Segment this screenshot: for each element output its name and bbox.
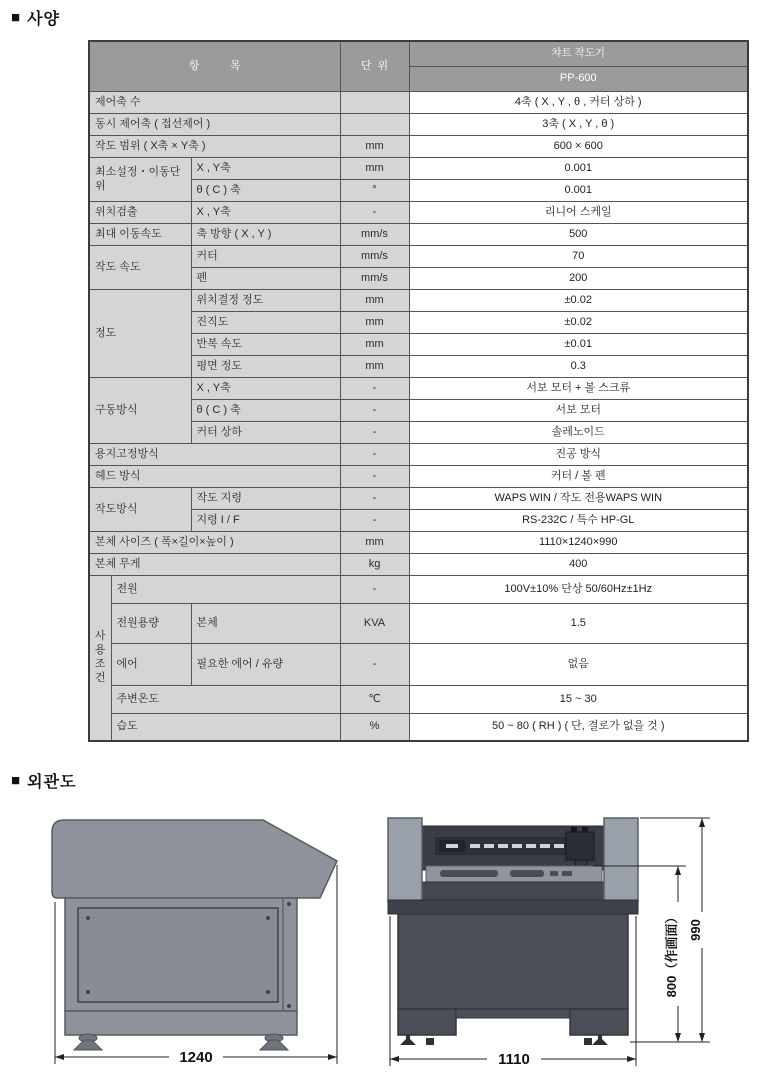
spec-sub-cell: 전원 [111,576,340,604]
spec-unit-cell: mm/s [340,268,409,290]
front-view-surface-height-label: 800（作画面） [664,910,679,998]
spec-item-cell: 용지고정방식 [89,444,340,466]
spec-value-cell: 없음 [409,644,748,686]
spec-sub-cell: X , Y축 [191,378,340,400]
spec-value-cell: 리니어 스케일 [409,202,748,224]
spec-value-cell: 0.001 [409,158,748,180]
front-view-total-height-label: 990 [688,919,703,941]
spec-item-cell: 제어축 수 [89,92,340,114]
spec-value-cell: 70 [409,246,748,268]
front-view-right-pillar [604,818,638,902]
side-view-access-panel [78,908,278,1002]
spec-value-cell: 서보 모터 [409,400,748,422]
front-view-body [398,914,628,1009]
spec-item-cell: 헤드 방식 [89,466,340,488]
spec-unit-cell [340,114,409,136]
spec-item-cell: 최소설정・이동단위 [89,158,191,202]
spec-section-title: 사양 [27,11,60,28]
spec-value-cell: 솔레노이드 [409,422,748,444]
spec-unit-cell: ℃ [340,686,409,714]
spec-value-cell: 4축 ( X , Y , θ , 커터 상하 ) [409,92,748,114]
spec-unit-cell: mm [340,158,409,180]
header-product-type-cell: 챠트 작도기 [409,41,748,67]
spec-sub-cell: 평면 정도 [191,356,340,378]
spec-sub-cell: θ ( C ) 축 [191,180,340,202]
spec-value-cell: ±0.02 [409,290,748,312]
spec-sub-cell: 축 방향 ( X , Y ) [191,224,340,246]
spec-value-cell: 15 ~ 30 [409,686,748,714]
spec-value-cell: 1.5 [409,604,748,644]
spec-unit-cell: - [340,400,409,422]
spec-value-cell: 0.001 [409,180,748,202]
spec-value-cell: 100V±10% 단상 50/60Hz±1Hz [409,576,748,604]
spec-unit-cell: - [340,488,409,510]
spec-sub-cell: X , Y축 [191,202,340,224]
spec-unit-cell: % [340,714,409,741]
spec-unit-cell: mm [340,136,409,158]
spec-item-cell: 동시 제어축 ( 접선제어 ) [89,114,340,136]
spec-sub2-cell: 필요한 에어 / 유량 [191,644,340,686]
spec-sub-cell: 전원용량 [111,604,191,644]
spec-item-cell: 본체 무게 [89,554,340,576]
side-view-feet [74,1034,288,1050]
spec-unit-cell: - [340,644,409,686]
spec-unit-cell: mm [340,334,409,356]
spec-value-cell: 서보 모터 + 볼 스크류 [409,378,748,400]
spec-sub-cell: 에어 [111,644,191,686]
spec-unit-cell: mm [340,312,409,334]
section-marker-icon: ■ [11,9,22,26]
spec-value-cell: 커터 / 볼 펜 [409,466,748,488]
spec-table-body [89,92,748,741]
spec-section-heading [11,6,60,29]
spec-item-cell: 구동방식 [89,378,191,444]
front-view-surface-band [388,900,638,914]
spec-unit-cell: - [340,466,409,488]
spec-sub-cell: 반복 속도 [191,334,340,356]
spec-value-cell: RS-232C / 특수 HP-GL [409,510,748,532]
spec-cond-cell: 사용조건 [89,576,111,741]
spec-value-cell: 1110×1240×990 [409,532,748,554]
spec-unit-cell: mm/s [340,246,409,268]
spec-sub-cell: 펜 [191,268,340,290]
spec-unit-cell: mm/s [340,224,409,246]
side-view-drawing [40,812,350,1076]
spec-sub-cell: 커터 [191,246,340,268]
spec-unit-cell: ° [340,180,409,202]
spec-sub-cell: 커터 상하 [191,422,340,444]
front-view-left-pillar [388,818,422,902]
spec-sub-cell: 진직도 [191,312,340,334]
spec-value-cell: 0.3 [409,356,748,378]
spec-table-header [89,41,748,92]
drawing-section-title: 외관도 [27,774,77,791]
spec-item-cell: 작도 범위 ( X축 × Y축 ) [89,136,340,158]
spec-value-cell: ±0.02 [409,312,748,334]
front-view-feet [400,1035,608,1045]
front-view-foot-blocks [398,1009,628,1035]
spec-value-cell: 50 ~ 80 ( RH ) ( 단, 결로가 없을 것 ) [409,714,748,741]
spec-unit-cell: - [340,510,409,532]
spec-sub-cell: 지령 I / F [191,510,340,532]
spec-value-cell: 3축 ( X , Y , θ ) [409,114,748,136]
spec-unit-cell: - [340,444,409,466]
side-view-width-label: 1240 [179,1049,213,1066]
spec-unit-cell: - [340,202,409,224]
spec-item-cell: 정도 [89,290,191,378]
spec-sub-cell: θ ( C ) 축 [191,400,340,422]
spec-item-cell: 본체 사이즈 ( 폭×길이×높이 ) [89,532,340,554]
spec-value-cell: ±0.01 [409,334,748,356]
spec-table [88,40,749,742]
front-view-lower-band [422,882,604,900]
section-marker-icon: ■ [11,772,22,789]
front-view-total-height-label-group [687,912,704,948]
spec-value-cell: 진공 방식 [409,444,748,466]
front-view-surface-height-label-group [663,902,680,1006]
spec-value-cell: 400 [409,554,748,576]
spec-item-cell: 작도 속도 [89,246,191,290]
spec-item-cell: 위치검출 [89,202,191,224]
spec-sub2-cell: 본체 [191,604,340,644]
side-view-plinth [65,1011,297,1035]
drawing-section-heading [11,769,76,792]
header-unit-cell: 단 위 [340,41,409,92]
spec-sub-cell: 위치결정 정도 [191,290,340,312]
spec-unit-cell: mm [340,532,409,554]
spec-item-cell: 최대 이동속도 [89,224,191,246]
spec-sub-cell: 주변온도 [111,686,340,714]
spec-unit-cell: kg [340,554,409,576]
spec-value-cell: WAPS WIN / 작도 전용WAPS WIN [409,488,748,510]
spec-sub-cell: 작도 지령 [191,488,340,510]
spec-value-cell: 600 × 600 [409,136,748,158]
spec-value-cell: 500 [409,224,748,246]
spec-item-cell: 작도방식 [89,488,191,532]
spec-sub-cell: 습도 [111,714,340,741]
header-item-cell: 항 목 [89,41,340,92]
front-view-drawing [378,812,768,1076]
spec-sub-cell: X , Y축 [191,158,340,180]
spec-unit-cell: mm [340,356,409,378]
header-model-cell: PP-600 [409,67,748,92]
spec-unit-cell: mm [340,290,409,312]
front-view-width-label: 1110 [498,1051,530,1068]
spec-unit-cell: - [340,422,409,444]
spec-unit-cell: - [340,378,409,400]
spec-unit-cell: - [340,576,409,604]
spec-unit-cell [340,92,409,114]
side-view-top-cover [52,820,337,898]
spec-value-cell: 200 [409,268,748,290]
spec-unit-cell: KVA [340,604,409,644]
